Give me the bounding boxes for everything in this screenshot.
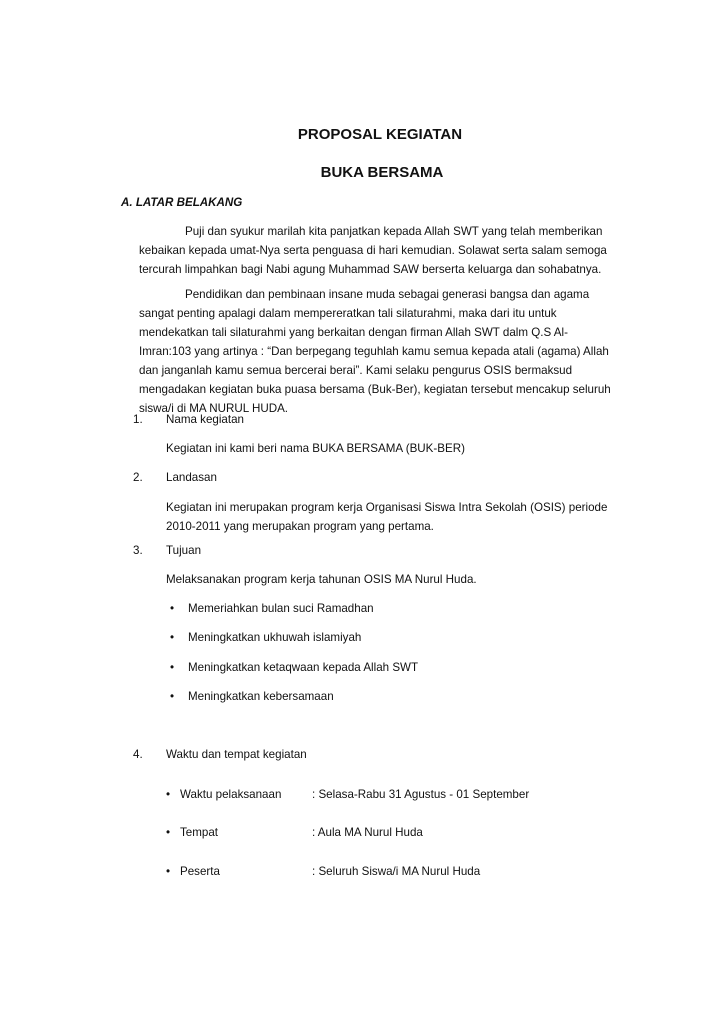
tujuan-bullet-item: Meningkatkan ketaqwaan kepada Allah SWT — [188, 661, 419, 674]
bullet-icon: • — [170, 690, 175, 703]
peserta-value: : Seluruh Siswa/i MA Nurul Huda — [312, 865, 481, 878]
paragraph-1 — [139, 222, 607, 279]
tujuan-bullet-item: Meningkatkan ukhuwah islamiyah — [188, 631, 362, 644]
item-title-tujuan: Tujuan — [166, 544, 202, 557]
title-line-2: BUKA BERSAMA — [320, 164, 444, 181]
paragraph-1-line: tercurah limpahkan bagi Nabi agung Muhammad SAW berserta keluarga dan sohabatnya. — [139, 263, 602, 276]
bullet-icon: • — [166, 788, 171, 801]
paragraph-1-line: Puji dan syukur marilah kita panjatkan kepada Allah SWT yang telah memberikan — [185, 225, 603, 238]
list-number-2: 2. — [133, 471, 143, 484]
tempat-label: Tempat — [180, 826, 219, 839]
tujuan-bullet-item: Memeriahkan bulan suci Ramadhan — [188, 602, 374, 615]
list-number-4: 4. — [133, 748, 143, 761]
bullet-icon: • — [170, 661, 175, 674]
item-title-waktu-tempat: Waktu dan tempat kegiatan — [166, 748, 307, 761]
list-number-3: 3. — [133, 544, 143, 557]
bullet-icon: • — [166, 865, 171, 878]
item-title-nama-kegiatan: Nama kegiatan — [166, 413, 244, 426]
tempat-value: : Aula MA Nurul Huda — [312, 826, 423, 839]
waktu-value: : Selasa-Rabu 31 Agustus - 01 September — [312, 788, 530, 801]
paragraph-2-line: mengadakan kegiatan buka puasa bersama (Buk-Ber), kegiatan tersebut mencakup seluruh — [139, 383, 611, 396]
item-title-landasan: Landasan — [166, 471, 217, 484]
list-number-1: 1. — [133, 413, 143, 426]
paragraph-2-line: dan janganlah kamu semua bercerai berai”. Kami selaku pengurus OSIS bermaksud — [139, 364, 573, 377]
paragraph-2-line: siswa/i di MA NURUL HUDA. — [139, 402, 289, 415]
title-line-1: PROPOSAL KEGIATAN — [297, 126, 463, 143]
paragraph-2-line: mendekatkan tali silaturahmi yang berkaitan dengan firman Allah SWT dalm Q.S Al- — [139, 326, 568, 339]
item-body-tujuan: Melaksanakan program kerja tahunan OSIS MA Nurul Huda. — [166, 573, 477, 586]
paragraph-2-line: Pendidikan dan pembinaan insane muda sebagai generasi bangsa dan agama — [185, 288, 590, 301]
bullet-icon: • — [170, 602, 175, 615]
paragraph-2-line: Imran:103 yang artinya : “Dan berpegang teguhlah kamu semua kepada atali (agama) Allah — [139, 345, 609, 358]
paragraph-2-line: sangat penting apalagi dalam mempereratkan tali silaturahmi, maka dari itu untuk — [139, 307, 557, 320]
peserta-label: Peserta — [180, 865, 220, 878]
tujuan-bullet-item: Meningkatkan kebersamaan — [188, 690, 334, 703]
paragraph-2 — [139, 285, 611, 418]
bullet-icon: • — [166, 826, 171, 839]
item-body-line: 2010-2011 yang merupakan program yang pertama. — [166, 520, 434, 533]
section-heading-latar-belakang: A. LATAR BELAKANG — [121, 196, 243, 209]
bullet-icon: • — [170, 631, 175, 644]
item-body-landasan — [166, 498, 607, 536]
paragraph-1-line: kebaikan kepada umat-Nya serta penguasa di hari kemudian. Solawat serta salam semoga — [139, 244, 607, 257]
item-body-nama-kegiatan: Kegiatan ini kami beri nama BUKA BERSAMA (BUK-BER) — [166, 442, 465, 455]
item-body-line: Kegiatan ini merupakan program kerja Organisasi Siswa Intra Sekolah (OSIS) periode — [166, 501, 608, 514]
waktu-label: Waktu pelaksanaan — [180, 788, 282, 801]
